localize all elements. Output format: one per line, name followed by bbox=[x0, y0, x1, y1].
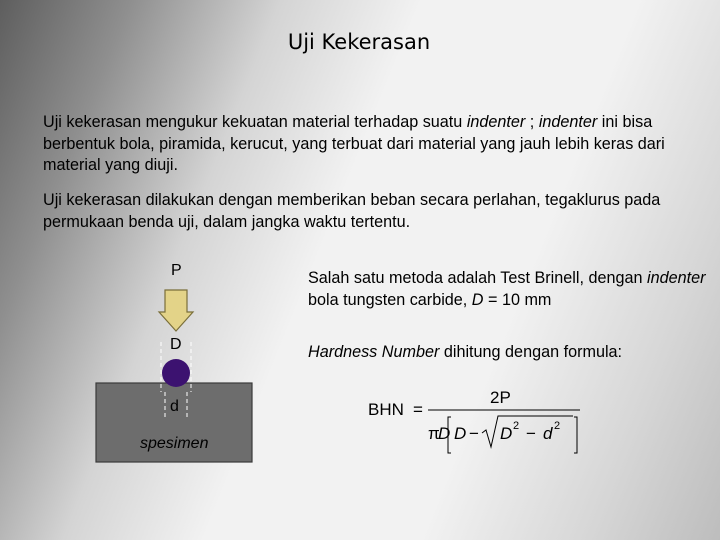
formula-minus-2: − bbox=[526, 424, 536, 443]
label-ball-diameter: D bbox=[170, 336, 182, 353]
formula-pi: π bbox=[428, 424, 440, 443]
label-load-p: P bbox=[171, 262, 182, 279]
bhn-formula bbox=[368, 385, 588, 457]
formula-minus: − bbox=[469, 424, 479, 443]
paragraph-text: Uji kekerasan mengukur kekuatan material terhadap suatu bbox=[43, 113, 467, 131]
formula-intro-term: Hardness Number bbox=[308, 343, 440, 361]
paragraph-text: ; bbox=[525, 113, 539, 131]
formula-intro bbox=[308, 342, 708, 364]
description-text: bola tungsten carbide, bbox=[308, 290, 472, 309]
formula-numerator: 2P bbox=[490, 388, 511, 407]
paragraph-term: indenter bbox=[466, 113, 526, 131]
formula-exp-1: 2 bbox=[513, 420, 520, 432]
description-term: indenter bbox=[646, 269, 706, 287]
indenter-ball bbox=[162, 359, 190, 387]
brinell-description bbox=[308, 268, 708, 311]
formula-big-d-2: D bbox=[454, 424, 467, 443]
formula-intro-text: dihitung dengan formula: bbox=[439, 343, 623, 361]
description-text: Salah satu metoda adalah Test Brinell, dengan bbox=[308, 269, 647, 287]
paragraph-text: ini bisa berbentuk bola, piramida, kerucut, yang terbuat dari material yang jauh lebih keras dari material yang diuji. bbox=[43, 113, 665, 174]
description-variable: D bbox=[471, 290, 484, 309]
formula-small-d: d bbox=[543, 424, 553, 443]
right-bracket bbox=[574, 417, 577, 453]
label-indent-diameter: d bbox=[170, 398, 179, 415]
formula-exp-2: 2 bbox=[554, 420, 561, 432]
formula-lhs: BHN bbox=[368, 400, 404, 419]
description-text: = 10 mm bbox=[483, 290, 552, 309]
formula-equals: = bbox=[413, 400, 423, 419]
paragraph-term: indenter bbox=[538, 113, 598, 131]
slide-title: Uji Kekerasan bbox=[287, 30, 431, 54]
paragraph-procedure: Uji kekerasan dilakukan dengan memberikan beban secara perlahan, tegaklurus pada permukaan benda uji, dalam jangka waktu tertentu. bbox=[43, 191, 661, 231]
formula-big-d: D bbox=[438, 424, 451, 443]
label-specimen: spesimen bbox=[140, 435, 209, 452]
load-arrow bbox=[159, 290, 193, 331]
formula-sqrt-big-d: D bbox=[500, 424, 513, 443]
